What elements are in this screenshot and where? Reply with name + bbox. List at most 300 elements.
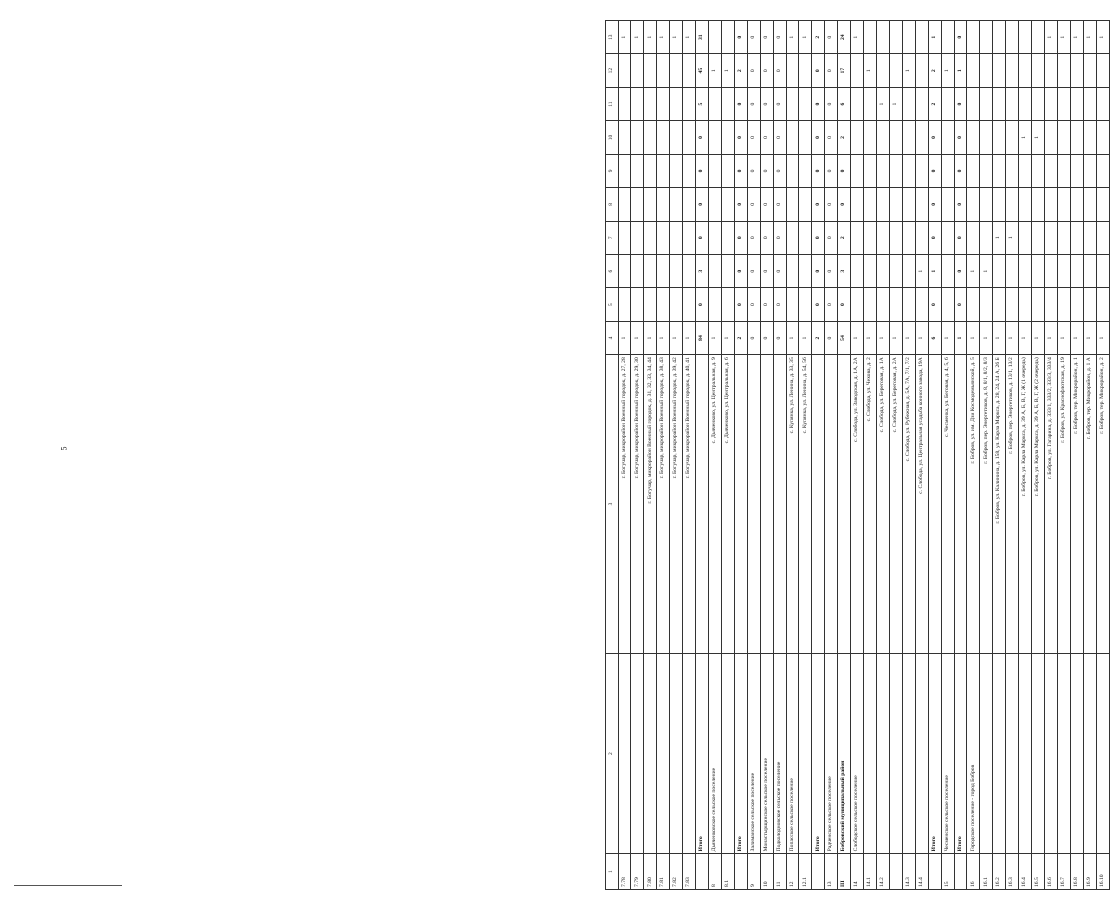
table-cell: 1 [644, 21, 657, 54]
table-cell: 16.5 [1032, 854, 1045, 890]
table-cell: 3 [696, 254, 709, 287]
table-row [747, 21, 760, 890]
table-cell [1083, 87, 1096, 120]
table-cell [941, 21, 954, 54]
table-cell [967, 221, 980, 254]
table-cell: 1 [928, 254, 941, 287]
table-cell [967, 288, 980, 321]
table-cell [877, 288, 890, 321]
table-cell [864, 121, 877, 154]
table-cell: 1 [1083, 321, 1096, 354]
table-cell: 1 [851, 321, 864, 354]
table-cell [928, 355, 941, 654]
table-cell: 2 [928, 54, 941, 87]
table-cell: 0 [954, 87, 967, 120]
table-row [696, 21, 709, 890]
table-cell: 1 [967, 254, 980, 287]
table-cell [657, 221, 670, 254]
rotated-table-wrapper [605, 20, 1110, 890]
table-cell [618, 188, 631, 221]
table-cell: 24 [838, 21, 851, 54]
table-cell: 0 [812, 87, 825, 120]
column-header: 7 [606, 221, 619, 254]
table-cell [877, 653, 890, 854]
table-cell [657, 87, 670, 120]
table-cell: с. Слобода, ул. Рубежная, д. 5А, 7А, 7/1, 7/2 [902, 355, 915, 654]
table-cell: 1 [941, 321, 954, 354]
table-cell [889, 653, 902, 854]
table-cell: 14.2 [877, 854, 890, 890]
table-cell: 1 [902, 54, 915, 87]
table-cell [799, 154, 812, 187]
table-cell [1019, 254, 1032, 287]
table-row [1096, 21, 1109, 890]
table-cell [709, 288, 722, 321]
table-cell [709, 188, 722, 221]
table-cell [980, 154, 993, 187]
table-cell [786, 54, 799, 87]
table-cell [618, 254, 631, 287]
table-cell [889, 854, 902, 890]
table-cell: г. Бобров, тер. Микрорайон, д. 1 А [1083, 355, 1096, 654]
table-cell [644, 288, 657, 321]
table-cell [670, 121, 683, 154]
table-cell: с. Слобода, ул. Береговая, д. 1А [877, 355, 890, 654]
table-cell [1096, 254, 1109, 287]
table-cell [941, 188, 954, 221]
table-cell [851, 221, 864, 254]
table-cell: 1 [683, 21, 696, 54]
table-cell: 11 [773, 854, 786, 890]
table-cell: г. Богучар, микрорайон Военный городок, д. 27, 28 [618, 355, 631, 654]
table-row [954, 21, 967, 890]
table-cell: 0 [825, 254, 838, 287]
table-cell: 0 [760, 87, 773, 120]
table-cell [1019, 188, 1032, 221]
table-cell [915, 54, 928, 87]
table-cell [889, 21, 902, 54]
table-body [606, 21, 1110, 890]
table-cell: 1 [1006, 221, 1019, 254]
table-row [709, 21, 722, 890]
table-cell [670, 54, 683, 87]
table-cell: 3 [838, 254, 851, 287]
table-cell [1057, 221, 1070, 254]
table-cell [967, 121, 980, 154]
table-row [1083, 21, 1096, 890]
table-cell: 14.1 [864, 854, 877, 890]
table-cell: Итого [812, 653, 825, 854]
table-cell [889, 288, 902, 321]
table-cell: 0 [747, 87, 760, 120]
table-cell: 1 [1096, 21, 1109, 54]
table-cell [1006, 54, 1019, 87]
table-cell: 9 [747, 854, 760, 890]
table-cell: 1 [1032, 321, 1045, 354]
table-cell: 1 [1006, 321, 1019, 354]
table-cell [734, 355, 747, 654]
table-row [773, 21, 786, 890]
table-cell: 1 [864, 321, 877, 354]
table-cell: 1 [864, 54, 877, 87]
table-cell: 0 [928, 288, 941, 321]
table-cell: 1 [1096, 321, 1109, 354]
table-cell [993, 154, 1006, 187]
table-cell: г. Богучар, микрорайон Военный городок, д. 31, 32, 33, 34, 44 [644, 355, 657, 654]
table-cell [980, 288, 993, 321]
table-cell [631, 221, 644, 254]
table-cell [631, 54, 644, 87]
table-cell [851, 154, 864, 187]
table-cell [993, 21, 1006, 54]
table-cell [644, 54, 657, 87]
table-cell [721, 21, 734, 54]
table-cell [709, 254, 722, 287]
table-row [1006, 21, 1019, 890]
table-cell: III [838, 854, 851, 890]
table-cell [709, 221, 722, 254]
column-header: 6 [606, 254, 619, 287]
table-cell [1019, 154, 1032, 187]
table-cell [877, 221, 890, 254]
table-cell [786, 154, 799, 187]
column-header: 12 [606, 54, 619, 87]
table-cell: с. Чесменка, ул. Беговая, д. 4, 5, 6 [941, 355, 954, 654]
table-cell [902, 188, 915, 221]
table-cell [1096, 154, 1109, 187]
table-cell [683, 288, 696, 321]
table-cell: Подколодновское сельское поселение [773, 653, 786, 854]
table-cell [696, 854, 709, 890]
table-cell: 0 [773, 87, 786, 120]
table-cell: 1 [618, 321, 631, 354]
table-cell: 1 [799, 21, 812, 54]
table-cell: г. Бобров, пер. Энергетиков, д. 13/1, 13/2 [1006, 355, 1019, 654]
table-cell: 7.83 [683, 854, 696, 890]
table-cell [941, 154, 954, 187]
table-cell: г. Богучар, микрорайон Военный городок, д. 29, 30 [631, 355, 644, 654]
table-cell [1070, 54, 1083, 87]
table-row [967, 21, 980, 890]
table-cell: 1 [709, 321, 722, 354]
table-cell: 0 [760, 54, 773, 87]
table-cell [683, 653, 696, 854]
table-cell: с. Слобода, ул. Центральная усадьба конного завода, 19А [915, 355, 928, 654]
table-cell: 0 [812, 188, 825, 221]
table-cell: с. Купянка, ул. Ленина, д. 33, 35 [786, 355, 799, 654]
table-cell [721, 288, 734, 321]
table-cell [683, 254, 696, 287]
table-cell: 0 [747, 154, 760, 187]
table-cell [851, 288, 864, 321]
table-row [760, 21, 773, 890]
table-cell: 12.1 [799, 854, 812, 890]
table-cell: 0 [773, 121, 786, 154]
table-cell [1006, 653, 1019, 854]
column-header: 10 [606, 121, 619, 154]
table-cell: 0 [773, 321, 786, 354]
table-cell: Итого [696, 653, 709, 854]
table-cell: 1 [631, 21, 644, 54]
table-cell [644, 87, 657, 120]
table-cell [812, 854, 825, 890]
table-cell [631, 87, 644, 120]
table-cell [980, 221, 993, 254]
column-header: 3 [606, 355, 619, 654]
table-cell [696, 355, 709, 654]
table-cell: 2 [838, 121, 851, 154]
table-cell: 0 [825, 87, 838, 120]
table-row [1019, 21, 1032, 890]
table-cell [915, 653, 928, 854]
table-cell [1070, 254, 1083, 287]
table-cell [993, 54, 1006, 87]
table-cell: 14 [851, 854, 864, 890]
table-cell [915, 121, 928, 154]
table-cell [1083, 288, 1096, 321]
table-cell: г. Богучар, микрорайон Военный городок, д. 40, 41 [683, 355, 696, 654]
table-cell [902, 154, 915, 187]
table-row [902, 21, 915, 890]
table-cell [1006, 188, 1019, 221]
table-cell [864, 154, 877, 187]
table-cell [993, 254, 1006, 287]
table-cell [644, 154, 657, 187]
table-cell [644, 188, 657, 221]
table-cell [683, 121, 696, 154]
table-cell [902, 254, 915, 287]
table-cell: 0 [825, 288, 838, 321]
table-cell [1070, 288, 1083, 321]
table-cell [915, 288, 928, 321]
table-row [799, 21, 812, 890]
table-cell: 0 [760, 154, 773, 187]
table-cell: 0 [773, 154, 786, 187]
table-cell: 17 [838, 54, 851, 87]
table-cell: 1 [851, 21, 864, 54]
table-cell [1083, 254, 1096, 287]
table-cell: 5 [696, 87, 709, 120]
table-cell: Итого [928, 653, 941, 854]
table-cell [1006, 254, 1019, 287]
table-cell: 7.82 [670, 854, 683, 890]
table-cell: 1 [631, 321, 644, 354]
table-cell [1096, 653, 1109, 854]
page-number: 5 [59, 446, 69, 451]
table-cell: 1 [786, 321, 799, 354]
table-cell [644, 221, 657, 254]
table-cell [1044, 288, 1057, 321]
table-cell: Городское поселение - город Бобров [967, 653, 980, 854]
table-cell [786, 221, 799, 254]
table-cell [631, 154, 644, 187]
table-cell [670, 254, 683, 287]
table-cell: 1 [1019, 121, 1032, 154]
table-cell: 0 [747, 288, 760, 321]
table-cell: 1 [1044, 321, 1057, 354]
table-row [864, 21, 877, 890]
table-cell: г. Богучар, микрорайон Военный городок, д. 39, 42 [670, 355, 683, 654]
table-cell: 0 [696, 221, 709, 254]
table-cell: 1 [889, 321, 902, 354]
table-cell: г. Бобров, пер. Энергетиков, д. 8, 8/1, 8/2, 8/3 [980, 355, 993, 654]
table-cell [980, 21, 993, 54]
table-cell [721, 121, 734, 154]
table-cell: Бобровский муниципальный район [838, 653, 851, 854]
table-cell: 0 [838, 188, 851, 221]
table-cell: 0 [747, 21, 760, 54]
table-cell [799, 121, 812, 154]
table-cell [618, 87, 631, 120]
table-cell [1044, 121, 1057, 154]
table-cell [644, 121, 657, 154]
table-cell [954, 854, 967, 890]
table-cell [721, 188, 734, 221]
table-cell [864, 221, 877, 254]
table-cell [967, 154, 980, 187]
table-cell: 0 [773, 221, 786, 254]
table-cell: с. Слобода, ул. Заводская, д. 1А, 2А [851, 355, 864, 654]
table-cell: 16.9 [1083, 854, 1096, 890]
table-cell: 1 [1083, 21, 1096, 54]
table-cell [1057, 87, 1070, 120]
table-cell [1019, 653, 1032, 854]
table-cell: 1 [877, 321, 890, 354]
table-row [851, 21, 864, 890]
table-cell: 0 [825, 321, 838, 354]
table-cell [709, 121, 722, 154]
table-row [1070, 21, 1083, 890]
column-header: 1 [606, 854, 619, 890]
column-header: 9 [606, 154, 619, 187]
table-cell [902, 288, 915, 321]
column-header: 11 [606, 87, 619, 120]
table-cell [747, 355, 760, 654]
table-cell: 0 [954, 21, 967, 54]
table-cell: 0 [734, 87, 747, 120]
table-cell: 14.4 [915, 854, 928, 890]
table-cell [889, 254, 902, 287]
table-cell: 0 [760, 321, 773, 354]
table-cell [618, 288, 631, 321]
table-cell [709, 154, 722, 187]
table-cell: 12 [786, 854, 799, 890]
table-cell: 0 [734, 121, 747, 154]
table-cell [1096, 188, 1109, 221]
table-cell: 1 [644, 321, 657, 354]
table-row [980, 21, 993, 890]
table-cell [1019, 221, 1032, 254]
table-cell: Чесменское сельское поселение [941, 653, 954, 854]
table-cell [1006, 121, 1019, 154]
table-cell [709, 21, 722, 54]
table-cell: 0 [825, 121, 838, 154]
table-cell [1044, 221, 1057, 254]
table-cell [1096, 54, 1109, 87]
table-cell [760, 355, 773, 654]
table-cell: г. Бобров, ул. Карла Маркса, д. 39 А, Б, В, Г, Ж (1 очередь) [1019, 355, 1032, 654]
table-cell [902, 221, 915, 254]
table-cell: г. Бобров, тер. Микрорайон, д. 2 [1096, 355, 1109, 654]
table-cell: 1 [1057, 321, 1070, 354]
table-cell [864, 288, 877, 321]
table-cell [864, 21, 877, 54]
table-cell [967, 21, 980, 54]
table-cell [1032, 254, 1045, 287]
table-cell [1044, 54, 1057, 87]
table-cell: 31 [696, 21, 709, 54]
table-cell: 0 [760, 221, 773, 254]
table-cell: 54 [838, 321, 851, 354]
table-cell [877, 121, 890, 154]
table-cell: 1 [915, 321, 928, 354]
table-cell [1070, 221, 1083, 254]
table-cell [902, 21, 915, 54]
table-cell: 1 [709, 54, 722, 87]
table-cell [902, 653, 915, 854]
table-cell [864, 254, 877, 287]
table-cell [1032, 221, 1045, 254]
table-cell [618, 221, 631, 254]
table-cell: г. Бобров, ул. Калинина, д. 158, ул. Карла Маркса, д. 28, 24, 24 А, 26 Б [993, 355, 1006, 654]
table-cell [928, 854, 941, 890]
table-cell: 0 [773, 54, 786, 87]
table-cell: 6 [838, 87, 851, 120]
table-cell [941, 254, 954, 287]
table-cell: 1 [618, 21, 631, 54]
table-cell: 0 [747, 254, 760, 287]
table-cell: 1 [915, 254, 928, 287]
table-cell [1032, 154, 1045, 187]
table-cell: 2 [928, 87, 941, 120]
table-cell [799, 288, 812, 321]
table-cell: 1 [657, 321, 670, 354]
table-cell [889, 54, 902, 87]
table-cell [1083, 188, 1096, 221]
table-cell: 0 [760, 288, 773, 321]
table-cell: 8 [709, 854, 722, 890]
table-cell: 0 [954, 254, 967, 287]
table-cell [877, 21, 890, 54]
table-cell [799, 54, 812, 87]
table-cell [721, 154, 734, 187]
table-cell [670, 653, 683, 854]
table-cell [993, 87, 1006, 120]
table-cell [644, 254, 657, 287]
table-cell [915, 154, 928, 187]
table-cell [618, 54, 631, 87]
table-cell: 1 [902, 321, 915, 354]
table-cell [1006, 21, 1019, 54]
table-cell [721, 221, 734, 254]
table-cell [670, 87, 683, 120]
header-row [606, 21, 619, 890]
table-cell [877, 154, 890, 187]
table-cell [954, 355, 967, 654]
table-cell: 1 [993, 221, 1006, 254]
table-cell: 1 [799, 321, 812, 354]
table-cell [618, 121, 631, 154]
table-cell: 0 [747, 321, 760, 354]
table-cell [980, 653, 993, 854]
table-cell: 0 [954, 221, 967, 254]
table-cell: г. Бобров, тер. Микрорайон, д. 1 [1070, 355, 1083, 654]
table-cell [941, 221, 954, 254]
table-cell: 0 [928, 154, 941, 187]
table-cell: 1 [928, 21, 941, 54]
table-cell: Попасское сельское поселение [786, 653, 799, 854]
table-cell [670, 221, 683, 254]
